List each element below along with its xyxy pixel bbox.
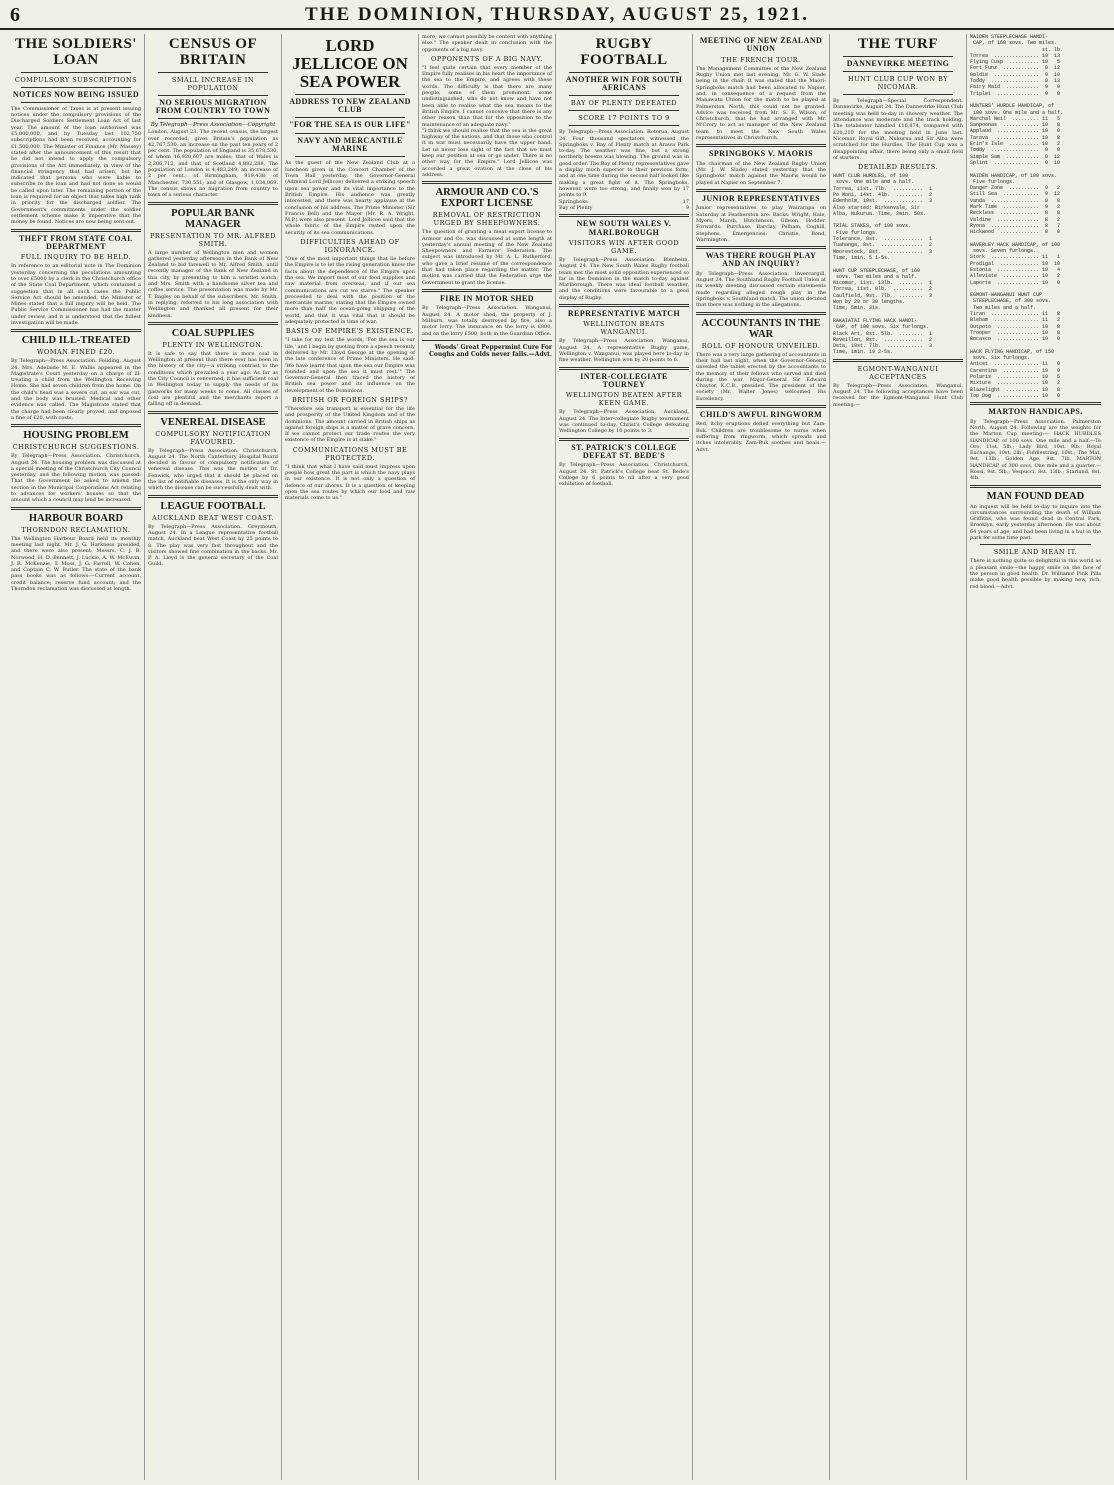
column-6 [693, 34, 830, 1480]
newspaper-title: THE DOMINION, THURSDAY, AUGUST 25, 1921. [305, 4, 809, 25]
article-body: more; we cannot possibly be content with anything else." The speaker dealt in conclusion with the opponents of a big navy. [422, 34, 552, 53]
subheadline: COMPULSORY SUBSCRIPTIONS [14, 75, 138, 84]
article-body: By Telegraph—Press Association. Wanganui, August 24. A representative Rugby game, Wellington v. Wanganui, was played here to-day in fine weather. Wellington won by 20 points to 6. [559, 338, 689, 364]
headline: CHILD ILL-TREATED [21, 335, 131, 347]
subheadline: COMPULSORY NOTIFICATION FAVOURED. [155, 429, 271, 446]
subheadline: "FOR THE SEA IS OUR LIFE" [289, 120, 411, 130]
section-heading: DETAILED RESULTS. [857, 163, 939, 172]
article-body: It is safe to say that there is more coal in Wellington at present than there ever has been in the history of the city—a striking contrast to the conditions which prevailed a year ago. As far as the City Council is concerned, it has sufficient coal in Wellington today to supply the needs of its gasworks for many weeks to come. All classes of coal are plentiful and the merchants report a falling off in demand. [148, 350, 278, 408]
headline: HARBOUR BOARD [28, 512, 124, 524]
article-body: As the guest of the New Zealand Club at a luncheon given in the Concert Chamber of the Town Hall yesterday, the Governor-General (Admiral Lord Jellicoe) delivered a striking speech upon sea power and its vital importance to the British Empire. His audience was greatly interested, and there was hearty applause at the conclusion of his address. The Prime Minister (Sir Francis Bell) and the Mayor (Mr. R. A. Wright, M.P.) were also present. Lord Jellicoe said that the whole fabric of the Empire rested upon the security of its sea communications. [285, 160, 415, 236]
team-name: Bay of Plenty [559, 204, 593, 211]
headline: REPRESENTATIVE MATCH [567, 309, 681, 318]
article-body: Red, itchy eruptions defied everything but Zam-Buk. Children are troublesome to nurse when suffering from ringworm, which spreads and itches intolerably. Zam-Buk soothes and heals.—Advt. [696, 421, 826, 453]
headline: SPRINGBOKS V. MAORIS [709, 149, 813, 159]
headline: MARTON HANDICAPS. [988, 407, 1083, 417]
headline: VENEREAL DISEASE [160, 416, 266, 428]
article-body: An inquest will be held to-day to inquire into the circumstances surrounding the death of William Griffiths, who was found dead in Central Park, Brooklyn, early yesterday afternoon. He was about 64 years of age, and had been living in a hut in the park for some time past. [970, 503, 1101, 542]
subheadline: PLENTY IN WELLINGTON. [162, 340, 264, 349]
article-body: By Telegraph—Press Association. Rotorua, August 24. Four thousand spectators witnessed the Springboks v. Bay of Plenty match at Arawa Park to-day. The weather was fine, but a strong northerly breeze was blowing. The ground was in good order. The Bay of Plenty representatives gave a display much superior to their previous form, and at one time during the second half looked like making a great fight of it. The Springboks, however, were too strong, and finally won by 17 points to 9. [559, 129, 689, 199]
article-body: There was a very large gathering of accountants in their hall last night, when the Governor-General unveiled the tablet erected by the accountants to the memory of their fellows who served and died during the war. Major-General Sir Edward Chaytor, K.C.B., presided. The president of the society (Mr. Walter Jones) welcomed His Excellency. [696, 351, 826, 402]
headline: JUNIOR REPRESENTATIVES [701, 193, 821, 203]
team-name: Springboks [559, 198, 588, 205]
headline: POPULAR BANK MANAGER [171, 207, 255, 230]
article-body: By Telegraph—Press Association. Christchurch, August 24. St. Patrick's College beat St. Bede's College by 6 points to nil after a very good exhibition of football. [559, 462, 689, 488]
headline: THEFT FROM STATE COAL DEPARTMENT [19, 233, 133, 251]
subheadline: ADDRESS TO NEW ZEALAND CLUB [289, 96, 411, 114]
article-body: The Management Committee of the New Zealand Rugby Union met last evening, Mr. G. W. Slade being in the chair. It was stated that the Maori-Springboks match had been allocated to Napier, and, in consequence of a request from the Manawatu Union for the match to be played at Palmerston North, this could not be granted. Advice was received from Mr. S. F. Wilson, of Christchurch, that he had arranged with Mr. M'Crory to act as manager of the New Zealand team to meet the New South Wales representatives in Christchurch. [696, 65, 826, 142]
article-body: "I feel quite certain that every member of the Empire fully realises in his heart the importance of the sea to the Empire, and agrees with these words. The difficulty is that there are many people, some of them prominent, some undistinguished, who do not know and have not been able to realise what the sea means to the British Empire. I cannot conceive that there is any other reason than that for the opposition to the maintenance of an adequate navy." [422, 64, 552, 128]
headline: HOUSING PROBLEM [23, 430, 129, 442]
article-body: By Telegraph—Press Association. Blenheim, August 24. The New South Wales Rugby football team met the most solid opposition experienced so far in the Dominion in the match to-day against Marlborough. There was ideal football weather, and the conditions were favourable to a good display of Rugby. [559, 256, 689, 301]
headline: MAN FOUND DEAD [986, 490, 1085, 502]
headline: LORD JELLICOE ON SEA POWER [292, 36, 408, 91]
column-2 [145, 34, 282, 1480]
article-body: By Telegraph—Press Association. Christchurch, August 24. The housing problem was discussed at a special meeting of the Christchurch City Council yesterday, and the following motion was passed: That the Government be asked to amend the section in the Municipal Corporations Act relating to advances for workers' houses so that the amount which a council may lend be increased. [11, 453, 141, 504]
subheadline: SMALL INCREASE IN POPULATION [171, 75, 255, 92]
subheadline: THE FRENCH TOUR. [721, 55, 801, 64]
article-body: A large number of Wellington men and women gathered yesterday afternoon in the Bank of New Zealand to bid farewell to Mr. Alfred Smith, until recently manager of the Bank of New Zealand in this city, by presenting to him a wristlet watch, and Mrs. Smith with a handsome silver tea and coffee service. The presentation was made by Mr. T. Bagley on behalf of the subscribers. Mr. Smith, in replying, referred to his long association with Wellington and thanked all present for their kindness. [148, 249, 278, 319]
subheadline: FULL INQUIRY TO BE HELD. [20, 253, 132, 262]
subheadline: DANNEVIRKE MEETING [846, 58, 950, 68]
column-7 [830, 34, 967, 1480]
column-4 [419, 34, 556, 1480]
subheadline: NO SERIOUS MIGRATION FROM COUNTRY TO TOWN [155, 97, 271, 115]
team-score: 17 [682, 198, 689, 205]
article-body: The Commissioner of Taxes is at present issuing notices under the compulsory provisions of the Discharged Soldiers Settlement Loan Act of last year. The amount of the loan authorised was £5,000,000, and by Tuesday last 102,750 subscriptions had been received, accounting for £1,500,000. The Minister of Finance (Mr. Massey) stated after the announcement of this result that he did not intend to apply the compulsory provisions of the Act immediately, in view of the financial stringency that had arisen, but he indicated that persons who were liable to subscribe to the loan and had not done so would be called upon later. The remaining portion of the loan is required for an object that takes high rank in priority for the discharged soldier. The Government's commitments under the soldier settlement scheme make it imperative that the money be found. Notices are now being sent out. [11, 105, 141, 226]
headline: INTER-COLLEGIATE TOURNEY [580, 371, 668, 389]
section-heading: OPPONENTS OF A BIG NAVY. [431, 54, 543, 63]
article-body: "I think we should realise that the sea is the great highway of the nations, and that those who control it in war must necessarily have the upper hand. Let us never lose sight of the fact that we must keep our position at sea or go under. There is no other way for the Empire." Lord Jellicoe was accorded a great ovation at the close of his address. [422, 127, 552, 178]
subheadline: NAVY AND MERCANTILE MARINE [297, 135, 403, 154]
section-heading: BRITISH OR FOREIGN SHIPS? [291, 395, 409, 404]
article-body: "I take for my text the words, 'For the sea is our life,' and I begin by quoting from a speech recently delivered by Mr. Lloyd George at the opening of the late conference of Prime Ministers. He said: 'We have learnt that upon the sea our Empire was founded and upon the sea it must rest.'" The Governor-General then traced the history of British sea power and its influence on the development of the Dominions. [285, 337, 415, 394]
subheadline: PRESENTATION TO MR. ALFRED SMITH. [150, 231, 276, 248]
advertisement: Woods' Great Peppermint Cure For Coughs and Colds never fails.—Advt. [429, 343, 552, 358]
headline: THE SOLDIERS' LOAN [15, 36, 137, 68]
subheadline: REMOVAL OF RESTRICTION URGED BY SHEEPOWNERS. [432, 211, 542, 228]
page-number: 6 [10, 4, 20, 26]
subheadline: VISITORS WIN AFTER GOOD GAME. [568, 238, 680, 255]
headline: CHILD'S AWFUL RINGWORM [699, 410, 823, 420]
score-line [559, 205, 689, 211]
headline: WAS THERE ROUGH PLAY AND AN INQUIRY? [705, 251, 817, 269]
subheadline: ROLL OF HONOUR UNVEILED. [701, 341, 821, 350]
column-3 [282, 34, 419, 1480]
column-1 [8, 34, 145, 1480]
article-body: By Telegraph—Special Correspondent. Dannevirke, August 24. The Dannevirke Hunt Club meeting was held to-day in showery weather. The attendance was moderate and the track holding. The totalisator handled £16,874, compared with £20,210 for the meeting held in June last. Nicomar, Royal Gift, Nukurua and Sir Alba were scratched for the Hurdles. The Hunt Cup was a disappointing affair, there being only a small field of starters. [833, 98, 963, 161]
subheadline: SCORE 17 POINTS TO 9 [578, 114, 670, 123]
section-heading: DIFFICULTIES AHEAD OF IGNORANCE. [300, 238, 400, 255]
article-body: By Telegraph—Press Association. Christchurch, August 24. The North Canterbury Hospital Board decided in favour of compulsory notification of venereal disease. This was the motion of Dr. Fenwick, who urged that it should be placed on the list of notifiable diseases. It is the only way in which the disease can be successfully dealt with. [148, 447, 278, 492]
subheadline: CHRISTCHURCH SUGGESTIONS. [12, 443, 140, 452]
article-body: By Telegraph—Press Association. Palmerston North, August 24. Following are the weights for the Marton Cup meeting:— HACK HURDLES HANDICAP, of 100 sovs. One mile and a half.—Te Oro, 11st. 5lb.; Lady Bird, 10st. 9lb.; Royal Exchange, 10st. 2lb.; Fiddlestring, 10st.; The Mat, 9st. 13lb.; Golden Age, 9st. 7lb. MARTON HANDICAP, of 300 sovs. One mile and a quarter.—Rossi, 9st. 5lb.; Vespucci, 8st. 13lb.; Starland, 8st. 4lb. [970, 418, 1101, 482]
article-body: "Therefore sea transport is essential for the life and prosperity of the United Kingdom and of the dominions. The amount carried in British ships as against foreign ships is a matter of grave concern. If we cannot protect our trade routes the very existence of the Empire is at stake." [285, 405, 415, 444]
headline: ACCOUNTANTS IN THE WAR [701, 317, 821, 340]
subheadline: THORNDON RECLAMATION. [21, 525, 131, 534]
column-8 [967, 34, 1104, 1480]
section-heading: BASIS OF EMPIRE'S EXISTENCE. [285, 327, 415, 336]
headline: ARMOUR AND CO.'S EXPORT LICENSE [435, 187, 539, 210]
race-acceptances: MAIDEN STEEPLECHASE HANDI- CAP, of 160 sovs. Two miles. st. lb. Torrea ............... 10 13 Flying Cusp .......... 10 5 Fort Funz ............ 9 12 Goldie ............... 9 10 Toddy ................ 9 13 Fairy Maid ........... 9 9 Triplet .............. 9 0 HUNTERS' HURDLE HANDICAP, of 100 sovs. One mile and a half. Marchal Neil ......... 11 5 Sanpoonas ............ 10 8 Applaud .............. 10 0 Tarava ............... 10 8 Erin's Isle .......... 10 2 Toddy ................ 9 0 Simple Sam ........... 9 12 Splint ............... 9 10 MAIDEN HANDICAP, of 100 sovs. Five furlongs. Danger Zone .......... 9 2 Still Sea ............ 9 12 Vanda ................ 9 8 Mark Time ............ 9 2 Reckless ............. 8 8 Valdine .............. 8 2 Ryona ................ 8 7 Hickwood ............. 8 0 WAVERLEY HACK HANDICAP, of 100 sovs. Seven furlongs. Stork ................ 11 1 Prodigal ............. 10 10 Estonia .............. 10 4 Alleviate ............ 10 2 Laporte .............. 10 0 EGMONT-WANGANUI HUNT CUP STEEPLECHASE, of 300 sovs. Two miles and a half. Tiran ................ 11 8 Blebam ............... 11 2 Outpoto .............. 10 8 Trooper .............. 10 8 Bocasco .............. 10 0 HACK FLYING HANDICAP, of 150 sovs. Six furlongs. Anicet ............... 11 0 Carentine ............ 10 9 Polaris .............. 10 5 Mixture .............. 10 2 Blazelight ........... 10 8 Top Dog .............. 10 0 [970, 34, 1064, 399]
section-heading: SMILE AND MEAN IT. [993, 548, 1078, 557]
headline: EGMONT-WANGANUI ACCEPTANCES [857, 364, 939, 381]
headline: FIRE IN MOTOR SHED [440, 293, 534, 303]
headline: ST. PATRICK'S COLLEGE DEFEAT ST. BEDE'S [571, 442, 677, 460]
article-body: By Telegraph—Press Association. Invercargill, August 24. The Southland Rugby Football Union at its weekly meeting discussed certain statements made regarding alleged rough play in the Springboks v. Southland match. The union decided that there was nothing in the allegations. [696, 270, 826, 309]
article-body: The chairman of the New Zealand Rugby Union (Mr. J. W. Slade) stated yesterday that the Springboks' match against the Maoris would be played at Napier on September 7. [696, 160, 826, 186]
headline: CENSUS OF BRITAIN [168, 36, 258, 68]
article-body: By Telegraph—Press Association. Auckland, August 24. The Inter-collegiate Rugby tournament was continued to-day, Christ's College defeating Wellington College by 10 points to 3. [559, 409, 689, 435]
column-5 [556, 34, 693, 1480]
article-body: By Telegraph—Press Association. Feilding, August 24. Mrs. Adelaide M. E. Wallis appeared in the Magistrate's Court yesterday on a charge of ill-treating a child from the Wellington Receiving Home. She had seven children from the home. On the child's head was a severe cut, an ear was cut, and the body was bruised. Medical and other evidence was called. The Magistrate stated that the charge had been clearly proved, and imposed a fine of £20, with costs. [11, 358, 141, 421]
article-body: The question of granting a meat export license to Armour and Co. was discussed at some length at yesterday's annual meeting of the New Zealand Sheepowners and Farmers' Federation. The subject was introduced by Mr. A. L. Rutherford, who gave a brief résumé of the correspondence that had taken place regarding the matter. The motion was carried that the Federation urge the Government to grant the license. [422, 229, 552, 286]
article-body: London, August 23. The recent census, the largest ever recorded, gives Britain's population as 42,767,530, an increase on the past ten years of 2 per cent. The population of England is 35,678,530, of whom 16,920,607 are males; that of Wales is 2,206,712, and that of Scotland 4,882,288. The population of London is 4,483,249, an increase of 2 per cent.; of Birmingham, 919,438; of Manchester, 730,551; and of Glasgow, 1,034,069. The census shows no migration from country to town of a serious character. [148, 129, 278, 199]
subheadline: WELLINGTON BEATS WANGANUI. [583, 320, 665, 337]
subheadline: BAY OF PLENTY DEFEATED [570, 99, 678, 108]
headline: RUGBY FOOTBALL [580, 36, 668, 68]
subheadline: NOTICES NOW BEING ISSUED [12, 89, 140, 99]
headline: COAL SUPPLIES [171, 327, 255, 339]
subheadline: ANOTHER WIN FOR SOUTH AFRICANS [565, 74, 683, 92]
headline: LEAGUE FOOTBALL [160, 500, 266, 512]
article-body: There is nothing quite so delightful in this world as a pleasant smile—the happy smile on the face of the person in good health. Dr. Williams' Pink Pills make good health possible by making new, rich, red blood.—Advt. [970, 558, 1101, 590]
subheadline: WELLINGTON BEATEN AFTER KEEN GAME. [565, 391, 683, 408]
byline: By Telegraph—Press Association—Copyright [150, 122, 276, 129]
article-body: In reference to an editorial note in The Dominion yesterday concerning the peculations amounting to over £5000 by a clerk in the Christchurch office of the State Coal Department, which contained a suggestion that in all such cases the Public Service Act should be amended, the Minister of Mines stated that a full inquiry will be held. The Public Service Commissioner has had the matter under review, and it is understood that the fullest investigation will be made. [11, 263, 141, 326]
subheadline: HUNT CLUB CUP WON BY NICOMAR. [847, 75, 949, 92]
article-body: The Wellington Harbour Board held its monthly meeting last night. Mr. J. G. Harkness presided, and there were also present: Messrs. C. J. B. Norwood, H. D. Bennett, J. Luckie, A. W. McEwan, J. R. McKenzie, T. Moss, J. G. Farrell, W. Cohen, and Captain C. W. Butler. The state of the bank pass books was as follows:—Current account, credit balance; reserve fund account; and the Thorndon reclamation was discussed at length. [11, 535, 141, 593]
section-heading: COMMUNICATIONS MUST BE PROTECTED. [292, 445, 408, 462]
team-score: 9 [685, 204, 689, 211]
subheadline: AUCKLAND BEAT WEST COAST. [152, 513, 274, 522]
article-body: By Telegraph—Press Association. Greymouth, August 24. In a League representative football match, Auckland beat West Coast by 25 points to 8. The play was very fast throughout and the visitors showed fine combination in the backs. Mr. P. A. Lloyd is the general secretary of the Coal Guild. [148, 523, 278, 568]
article-body: "I think that what I have said must impress upon people how great the part is which the navy plays in our existence. It is not only a question of defence of our shores. It is a question of keeping open the sea routes by which our food and raw materials come to us." [285, 463, 415, 502]
race-results: HUNT CLUB HURDLES, of 100 sovs. One mile and a half. Torrea, 11st. 7lb. .......... 1 Po Moni, 14st. 4lb. ......... 2 Edenholm, 10st. ............. 3 Also started: Birkenvale, Sir Alba, Nukurua. Time, 2min. 50s. TRIAL STAKES, of 100 sovs. Five furlongs. Tolerance, 8st. ............. 1 Tuahanga, 8st. .............. 2 Moorestock, 8st. ............ 3 Time, 1min. 5 1-5s. HUNT CUP STEEPLECHASE, of 160 sovs. Two miles and a half. Nicomar, 11st. 13lb. ........ 1 Torrea, 11st. 8lb. .......... 2 Caulfield, 9st. 7lb. ........ 3 Won by 20 or 30 lengths. Time, 5min. 31s. RAKAIATAI FLYING HACK HANDI- CAP, of 100 sovs. Six furlongs. Black Art, 8st. 5lb. ........ 1 Reveillon, 8st. ............. 2 Deta, 10st. 7lb. ............ 3 Time, 1min. 19 2-5s. [833, 173, 933, 356]
article-body: By Telegraph—Press Association. Wanganui, August 24. The following acceptances have been received for the Egmont-Wanganui Hunt Club meeting:— [833, 382, 963, 408]
masthead [0, 0, 1114, 30]
headline: NEW SOUTH WALES V. MARLBOROUGH [576, 219, 672, 237]
article-body: By Telegraph—Press Association. Wanganui, August 24. A motor shed, the property of J. Milburn, was totally destroyed by fire, also a motor lorry. The insurance on the lorry is £800, and on the lorry £500, both in the Guardian Office. [422, 305, 552, 337]
article-body: Junior representatives to play Wairarapa on Saturday at Featherston are: Backs: Wright, Hale, Myers, Marsh, Hutchinson, Gibson, Hodder. Forwards: Purchase, Barclay, Pelham, Coghill, Stephens. Emergencies: Christie, Bond, Warmington. [696, 205, 826, 243]
headline: THE TURF [858, 36, 938, 52]
headline: MEETING OF NEW ZEALAND UNION [699, 36, 823, 54]
article-body: "One of the most important things that lie before the Empire is to let the rising generation know the facts about the dependence of the Empire upon the sea. We import most of our food supplies and raw material from overseas, and if our sea communications are cut we starve." The speaker proceeded to deal with the position of the mercantile marine, stating that the Empire owned more than half the ocean-going shipping of the world, and that it was vital that it should be adequately protected in time of war. [285, 256, 415, 326]
subheadline: WOMAN FINED £20. [36, 348, 116, 357]
